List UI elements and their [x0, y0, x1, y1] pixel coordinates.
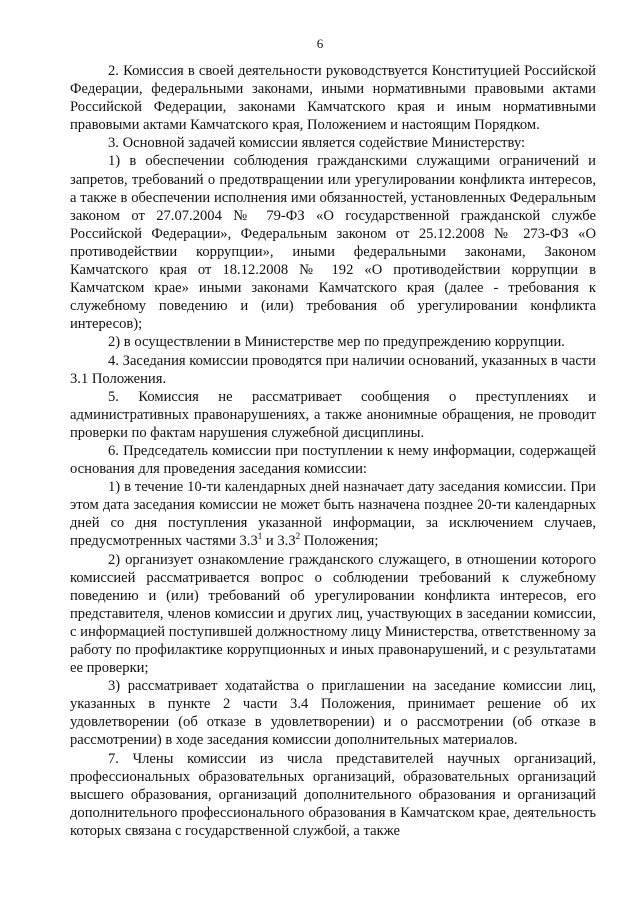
- paragraph-6-item-1-text: 1) в течение 10-ти календарных дней назначает дату заседания комиссии. При этом дата заседания комиссии не может быть назначена позднее 20-ти календарных дней со дня поступления указанной информации, за исключением случаев, предусмотренных частями 3.3: [70, 479, 596, 550]
- paragraph-2: 2. Комиссия в своей деятельности руководствуется Конституцией Российской Федерации, федеральными законами, иными нормативными правовыми актами Российской Федерации, законами Камчатского края и иным нормативными правовыми актами Камчатского края, Положением и настоящим Порядком.: [70, 63, 596, 134]
- paragraph-4: 4. Заседания комиссии проводятся при наличии оснований, указанных в части 3.1 Положения.: [70, 352, 596, 387]
- paragraph-3-item-1: 1) в обеспечении соблюдения гражданскими служащими ограничений и запретов, требований о предотвращении или урегулировании конфликта интересов, а также в обеспечении исполнения ими обязанностей, установленных Федеральным законом от 27.07.2004 № 79-ФЗ «О государственной гражданской службе Российской Федерации», Федеральным законом от 25.12.2008 № 273-ФЗ «О противодействии коррупции», иными федеральными законами, Законом Камчатского края от 18.12.2008 № 192 «О противодействии коррупции в Камчатском крае» иными законами Камчатского края (далее - требования к служебному поведению и (или) требования об урегулировании конфликта интересов);: [70, 153, 596, 333]
- paragraph-6-item-1-middle: и 3.3: [262, 533, 296, 550]
- paragraph-5: 5. Комиссия не рассматривает сообщения о преступлениях и административных правонарушениях, а также анонимные обращения, не проводит проверки по фактам нарушения служебной дисциплины.: [70, 388, 596, 441]
- paragraph-6-item-3: 3) рассматривает ходатайства о приглашении на заседание комиссии лиц, указанных в пункте 2 части 3.4 Положения, принимает решение об их удовлетворении (об отказе в удовлетворении) и о рассмотрении (об отказе в рассмотрении) в ходе заседания комиссии дополнительных материалов.: [70, 678, 596, 749]
- superscript-2: 2: [295, 531, 301, 542]
- paragraph-6-item-1: [70, 478, 596, 550]
- paragraph-6-item-1-end: Положения;: [300, 533, 379, 550]
- paragraph-7: 7. Члены комиссии из числа представителей научных организаций, профессиональных образовательных организаций, образовательных организаций высшего образования, организаций дополнительного образования и организаций дополнительного профессионального образования в Камчатском крае, деятельность которых связана с государственной службой, а также: [70, 750, 596, 839]
- paragraph-3: 3. Основной задачей комиссии является содействие Министерству:: [108, 135, 526, 152]
- document-body: [70, 62, 596, 840]
- paragraph-3-item-2: 2) в осуществлении в Министерстве мер по предупреждению коррупции.: [108, 334, 565, 351]
- paragraph-6: 6. Председатель комиссии при поступлении к нему информации, содержащей основания для проведения заседания комиссии:: [70, 442, 596, 478]
- superscript-1: 1: [257, 531, 263, 542]
- paragraph-6-item-2: 2) организует ознакомление гражданского служащего, в отношении которого комиссией рассматривается вопрос о соблюдении требований к служебному поведению и (или) требований об урегулировании конфликта интересов, его представителя, членов комиссии и других лиц, участвующих в заседании комиссии, с информацией поступившей должностному лицу Министерства, ответственному за работу по профилактике коррупционных и иных правонарушений, и с результатами ее проверки;: [70, 551, 596, 677]
- page-number: 6: [316, 36, 324, 51]
